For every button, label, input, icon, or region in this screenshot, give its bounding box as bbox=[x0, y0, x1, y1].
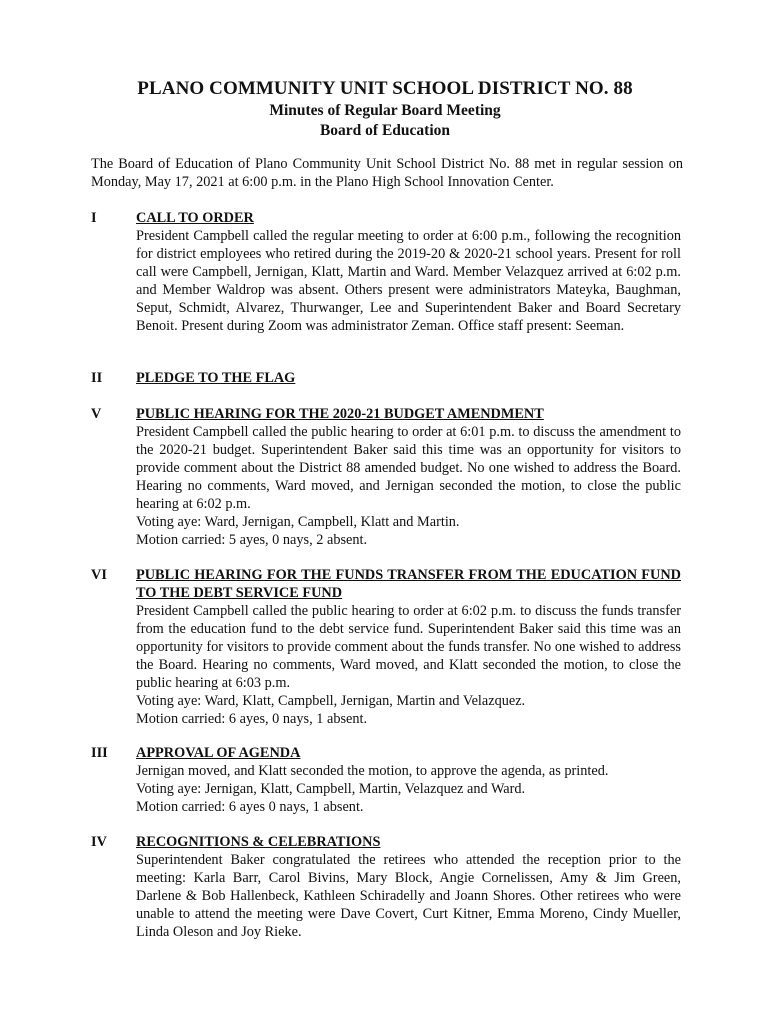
voting-line: Voting aye: Ward, Klatt, Campbell, Jernigan, Martin and Velazquez. bbox=[136, 693, 526, 709]
voting-line: Voting aye: Ward, Jernigan, Campbell, Klatt and Martin. bbox=[136, 514, 460, 530]
section-heading: PUBLIC HEARING FOR THE 2020-21 BUDGET AMENDMENT bbox=[136, 406, 544, 422]
section-heading: PLEDGE TO THE FLAG bbox=[136, 370, 296, 386]
motion-text-line: Jernigan moved, and Klatt seconded the motion, to approve the agenda, as printed. bbox=[136, 763, 609, 779]
section-paragraph: President Campbell called the public hearing to order at 6:01 p.m. to discuss the amendment to the 2020-21 budget. Superintendent Baker said this time was an opportunity for visitors to provide comment about the District 88 amended budget. No one wished to address the Board. Hearing no comments, Ward moved, and Jernigan seconded the motion, to close the public hearing at 6:02 p.m. bbox=[136, 424, 681, 512]
document-title: PLANO COMMUNITY UNIT SCHOOL DISTRICT NO. 88 bbox=[137, 78, 633, 99]
section-paragraph: President Campbell called the regular meeting to order at 6:00 p.m., following the recognition for district employees who retired during the 2019-20 & 2020-21 school years. Present for roll call were Campbell, Jernigan, Klatt, Martin and Ward. Member Velazquez arrived at 6:02 p.m. and Member Waldrop was absent. Others present were administrators Mateyka, Baughman, Seput, Schmidt, Alvarez, Thurwanger, Lee and Superintendent Baker and Board Secretary Benoit. Present during Zoom was administrator Zeman. Office staff present: Seeman. bbox=[136, 228, 681, 334]
section-heading: RECOGNITIONS & CELEBRATIONS bbox=[136, 834, 381, 850]
voting-line: Voting aye: Jernigan, Klatt, Campbell, Martin, Velazquez and Ward. bbox=[136, 781, 526, 797]
section-numeral: IV bbox=[91, 834, 107, 850]
motion-line: Motion carried: 5 ayes, 0 nays, 2 absent. bbox=[136, 532, 368, 548]
intro-paragraph: The Board of Education of Plano Community Unit School District No. 88 met in regular session on Monday, May 17, 2021 at 6:00 p.m. in the Plano High School Innovation Center. bbox=[91, 156, 683, 190]
document-subtitle: Minutes of Regular Board Meeting bbox=[269, 102, 501, 119]
section-heading: APPROVAL OF AGENDA bbox=[136, 745, 301, 761]
section-numeral: III bbox=[91, 745, 108, 761]
section-heading: CALL TO ORDER bbox=[136, 210, 254, 226]
section-numeral: II bbox=[91, 370, 103, 386]
section-numeral: I bbox=[91, 210, 97, 226]
section-paragraph: Superintendent Baker congratulated the retirees who attended the reception prior to the meeting: Karla Barr, Carol Bivins, Mary Block, Angie Cornelissen, Amy & Jim Green, Darlene & Bob Hallenbeck, Kathleen Schiradelly and Joann Shores. Other retirees who were unable to attend the meeting were Dave Covert, Curt Kitner, Emma Moreno, Cindy Mueller, Linda Oleson and Joy Rieke. bbox=[136, 852, 681, 940]
section-paragraph: President Campbell called the public hearing to order at 6:02 p.m. to discuss the funds transfer from the education fund to the debt service fund. Superintendent Baker said this time was an opportunity for visitors to provide comment about the funds transfer. No one wished to address the Board. Hearing no comments, Ward moved, and Klatt seconded the motion, to close the public hearing at 6:03 p.m. bbox=[136, 603, 681, 691]
motion-line: Motion carried: 6 ayes 0 nays, 1 absent. bbox=[136, 799, 364, 815]
document-subtitle-board: Board of Education bbox=[319, 122, 451, 139]
section-numeral: VI bbox=[91, 567, 107, 583]
motion-line: Motion carried: 6 ayes, 0 nays, 1 absent. bbox=[136, 711, 368, 727]
section-heading: PUBLIC HEARING FOR THE FUNDS TRANSFER FROM THE EDUCATION FUND TO THE DEBT SERVICE FUND bbox=[136, 567, 681, 601]
section-numeral: V bbox=[91, 406, 102, 422]
